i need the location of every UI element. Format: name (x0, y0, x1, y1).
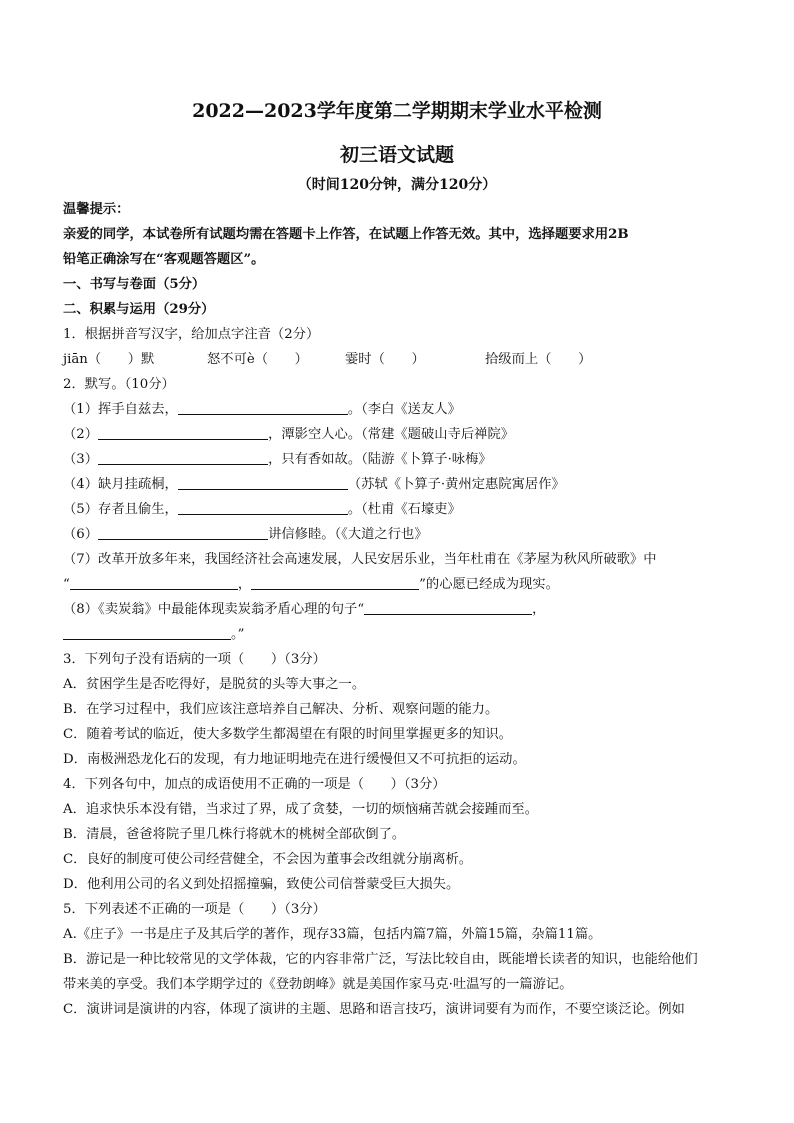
q5-stem: 5．下列表述不正确的一项是（ ）（3分） (63, 902, 326, 917)
q4-option-b: B．清晨，爸爸将院子里几株行将就木的桃树全部砍倒了。 (63, 827, 406, 842)
q2-item-4-text: （4）缺月挂疏桐， (63, 477, 178, 492)
q2-item-6-source: 讲信修睦。（《大道之行也》 (268, 527, 428, 542)
exam-subtitle: 初三语文试题 (339, 144, 454, 166)
notice-label: 温馨提示： (63, 202, 130, 217)
section-2-heading: 二、积累与运用（29分） (63, 302, 215, 317)
q1-items (63, 347, 743, 372)
q4-option-d: D．他利用公司的名义到处招摇撞骗，致使公司信誉蒙受巨大损失。 (63, 877, 460, 892)
q2-item-2-text: （2） (63, 427, 99, 442)
q2-item-2 (63, 422, 743, 447)
q2-item-2-source: ，潭影空人心。（常建《题破山寺后禅院》 (268, 427, 515, 442)
q2-item-6-text: （6） (63, 527, 99, 542)
q2-stem: 2．默写。（10分） (63, 377, 175, 392)
q2-item-6 (63, 522, 743, 547)
q2-item-8-post: 。” (231, 627, 245, 642)
answer-blank (70, 573, 238, 590)
answer-blank (98, 523, 268, 540)
q3-option-d: D．南极洲恐龙化石的发现，有力地证明地壳在进行缓慢但又不可抗拒的运动。 (63, 752, 526, 767)
q1-item-d: 拾级而上（ ） (485, 352, 592, 367)
answer-blank (178, 473, 348, 490)
answer-blank (63, 623, 231, 640)
q5-option-c: C．演讲词是演讲的内容，体现了演讲的主题、思路和语言技巧，演讲词要有为而作，不要空谈泛论。例如 (63, 1002, 685, 1017)
q5-option-b-line-2: 带来美的享受。我们本学期学过的《登勃朗峰》就是美国作家马克·吐温写的一篇游记。 (63, 977, 573, 992)
q3-option-a: A．贫困学生是否吃得好，是脱贫的头等大事之一。 (63, 677, 366, 692)
answer-blank (178, 398, 348, 415)
q2-item-5-source: 。（杜甫《石壕吏》 (347, 502, 461, 517)
q2-item-7-line-1: （7）改革开放多年来，我国经济社会高速发展，人民安居乐业，当年杜甫在《茅屋为秋风所破歌》中 (63, 552, 657, 567)
q2-item-1 (63, 397, 743, 422)
q2-item-8-line-1 (63, 597, 743, 622)
q2-item-1-text: （1）挥手自兹去， (63, 402, 178, 417)
q4-option-c: C．良好的制度可使公司经营健全，不会因为董事会改组就分崩离析。 (63, 852, 473, 867)
q2-item-7-line-2 (63, 572, 743, 597)
q1-item-b: 怒不可è（ ） (207, 352, 308, 367)
answer-blank (364, 598, 532, 615)
q2-item-3 (63, 447, 743, 472)
q2-item-8-mid: ， (532, 602, 546, 617)
q3-option-b: B．在学习过程中，我们应该注意培养自己解决、分析、观察问题的能力。 (63, 702, 499, 717)
q2-item-7-post: ”的心愿已经成为现实。 (419, 577, 559, 592)
exam-title: 2022—2023学年度第二学期期末学业水平检测 (192, 100, 602, 122)
notice-text-2: 铅笔正确涂写在“客观题答题区”。 (63, 252, 265, 267)
answer-blank (98, 423, 268, 440)
q2-item-4-source: （苏轼《卜算子·黄州定惠院寓居作》 (347, 477, 565, 492)
q1-item-a: jiān（ ）默 (63, 352, 155, 367)
answer-blank (98, 448, 268, 465)
q2-item-7-mid: ， (237, 577, 252, 592)
q2-item-8-line-2 (63, 622, 743, 647)
q4-option-a: A．追求快乐本没有错，当求过了界，成了贪婪，一切的烦恼痛苦就会接踵而至。 (63, 802, 538, 817)
q1-stem: 1．根据拼音写汉字，给加点字注音（2分） (63, 327, 320, 342)
q3-option-c: C．随着考试的临近，使大多数学生都渴望在有限的时间里掌握更多的知识。 (63, 727, 512, 742)
q1-item-c: 霎时（ ） (345, 352, 425, 367)
q2-item-3-text: （3） (63, 452, 99, 467)
q2-item-5-text: （5）存者且偷生， (63, 502, 178, 517)
q3-stem: 3．下列句子没有语病的一项（ ）（3分） (63, 652, 326, 667)
exam-time-note: （时间120分钟，满分120分） (297, 177, 497, 193)
q2-item-3-source: ，只有香如故。（陆游《卜算子·咏梅》 (268, 452, 492, 467)
q5-option-a: A.《庄子》一书是庄子及其后学的著作，现存33篇，包括内篇7篇，外篇15篇，杂篇11篇。 (63, 927, 602, 942)
exam-content (63, 197, 743, 1022)
section-1-heading: 一、书写与卷面（5分） (63, 277, 206, 292)
q2-item-8-text: （8）《卖炭翁》中最能体现卖炭翁矛盾心理的句子“ (63, 602, 365, 617)
q5-option-b-line-1: B．游记是一种比较常见的文学体裁，它的内容非常广泛，写法比较自由，既能增长读者的知识，也能给他们 (63, 952, 698, 967)
q2-item-1-source: 。（李白《送友人》 (347, 402, 461, 417)
q2-item-5 (63, 497, 743, 522)
q2-item-7-open: “ (63, 577, 70, 592)
q2-item-4 (63, 472, 743, 497)
answer-blank (251, 573, 419, 590)
answer-blank (178, 498, 348, 515)
q4-stem: 4．下列各句中，加点的成语使用不正确的一项是（ ）（3分） (63, 777, 446, 792)
notice-text-1: 亲爱的同学，本试卷所有试题均需在答题卡上作答，在试题上作答无效。其中，选择题要求用2B (63, 227, 629, 242)
